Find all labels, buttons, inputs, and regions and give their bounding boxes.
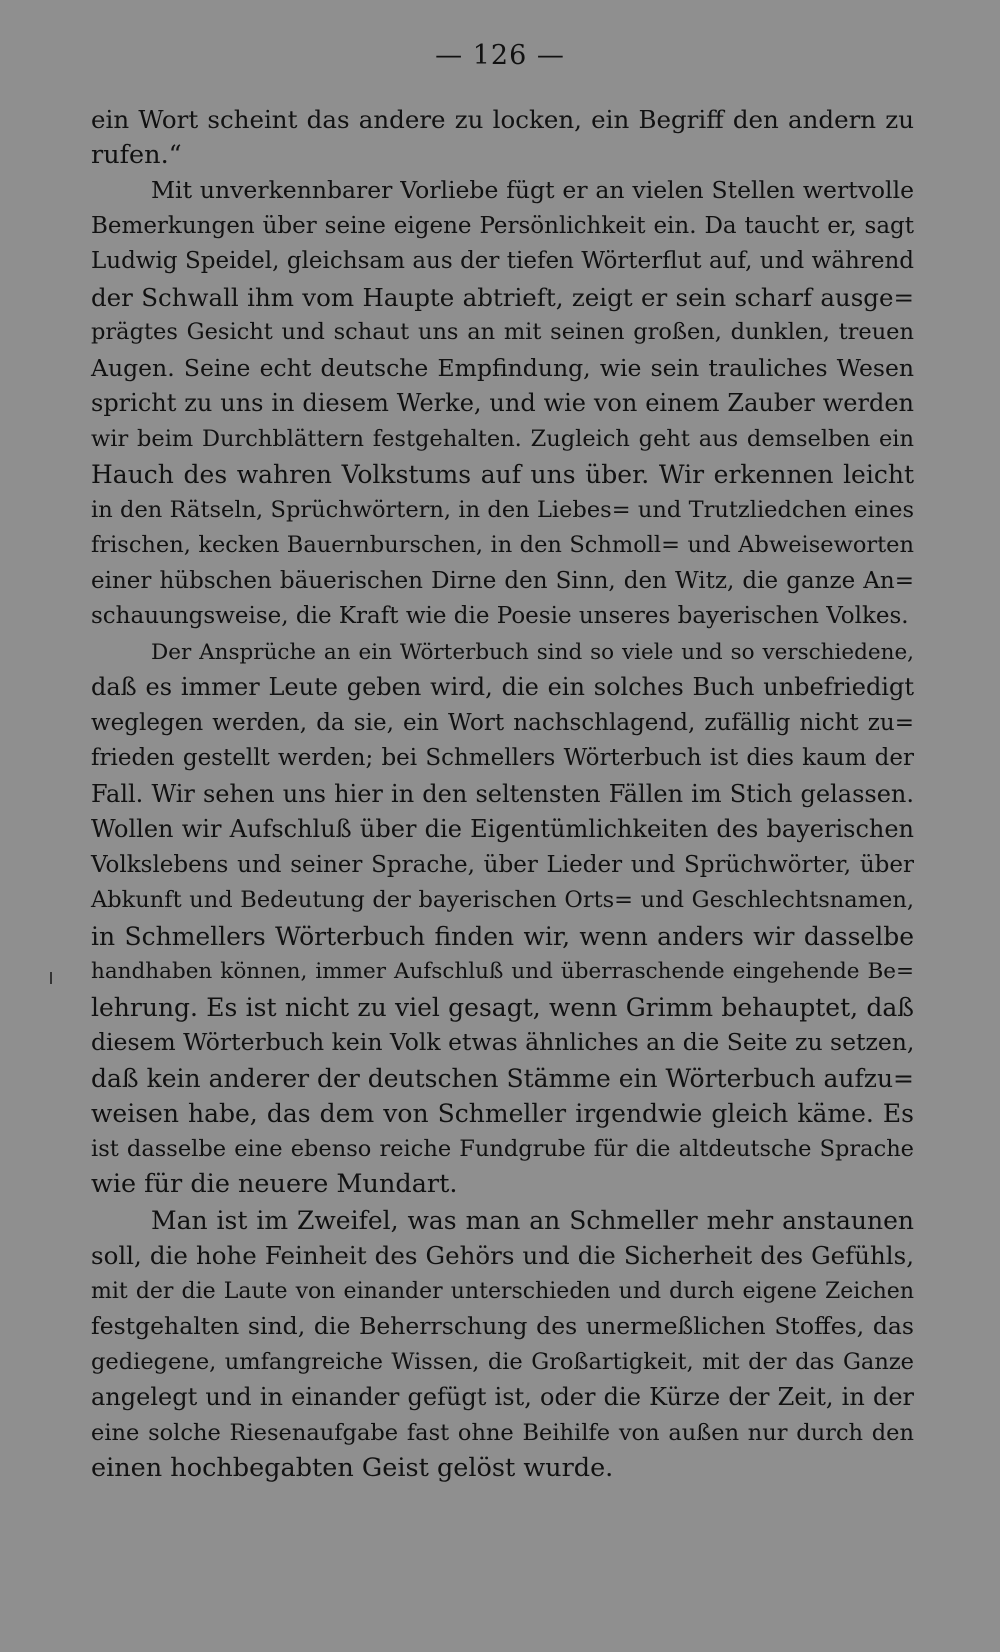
text-line: mit der die Laute von einander unterschieden und durch eigene Zeichen (91, 1278, 914, 1304)
text-line: daß es immer Leute geben wird, die ein solches Buch unbefriedigt (91, 673, 914, 701)
text-line: in den Rätseln, Sprüchwörtern, in den Liebes= und Trutzliedchen eines (91, 496, 914, 523)
text-line: eine solche Riesenaufgabe fast ohne Beihilfe von außen nur durch den (91, 1419, 914, 1446)
text-line: handhaben können, immer Aufschluß und überraschende eingehende Be= (91, 959, 914, 984)
text-line: diesem Wörterbuch kein Volk etwas ähnliches an die Seite zu setzen, (91, 1028, 915, 1056)
text-line: der Schwall ihm vom Haupte abtrieft, zeigt er sein scharf ausge= (91, 282, 914, 312)
text-line: schauungsweise, die Kraft wie die Poesie unseres bayerischen Volkes. (91, 603, 909, 629)
text-line: spricht zu uns in diesem Werke, und wie von einem Zauber werden (91, 389, 914, 417)
text-line: frischen, kecken Bauernburschen, in den Schmoll= und Abweiseworten (91, 532, 914, 558)
text-line: wir beim Durchblättern festgehalten. Zugleich geht aus demselben ein (91, 425, 914, 452)
text-line: ist dasselbe eine ebenso reiche Fundgrube für die altdeutsche Sprache (91, 1135, 914, 1162)
text-line: Ludwig Speidel, gleichsam aus der tiefen Wörterflut auf, und während (91, 248, 914, 274)
text-line: gediegene, umfangreiche Wissen, die Großartigkeit, mit der das Ganze (91, 1348, 914, 1375)
text-line: Man ist im Zweifel, was man an Schmeller mehr anstaunen (151, 1205, 914, 1235)
text-line: lehrung. Es ist nicht zu viel gesagt, wenn Grimm behauptet, daß (91, 992, 914, 1022)
margin-mark (50, 972, 52, 984)
text-line: Mit unverkennbarer Vorliebe fügt er an vielen Stellen wertvolle (151, 176, 914, 204)
text-line: Fall. Wir sehen uns hier in den seltensten Fällen im Stich gelassen. (91, 779, 914, 808)
body-text (91, 102, 914, 1487)
text-line: soll, die hohe Feinheit des Gehörs und die Sicherheit des Gefühls, (91, 1241, 914, 1270)
text-line: Volkslebens und seiner Sprache, über Lieder und Sprüchwörter, über (91, 851, 914, 878)
text-line: Der Ansprüche an ein Wörterbuch sind so viele und so verschiedene, (151, 639, 914, 665)
text-line: rufen.“ (91, 139, 182, 170)
text-line: wie für die neuere Mundart. (91, 1169, 458, 1199)
text-line: in Schmellers Wörterbuch finden wir, wenn anders wir dasselbe (91, 921, 914, 951)
text-line: frieden gestellt werden; bei Schmellers Wörterbuch ist dies kaum der (91, 745, 914, 771)
text-line: einen hochbegabten Geist gelöst wurde. (91, 1453, 614, 1483)
text-line: prägtes Gesicht und schaut uns an mit seinen großen, dunklen, treuen (91, 319, 914, 345)
text-line: einer hübschen bäuerischen Dirne den Sinn, den Witz, die ganze An= (91, 567, 914, 594)
text-line: Augen. Seine echt deutsche Empfindung, wie sein trauliches Wesen (91, 353, 914, 382)
text-line: weisen habe, das dem von Schmeller irgendwie gleich käme. Es (91, 1099, 914, 1128)
page-number: — 126 — (435, 40, 565, 71)
text-line: Wollen wir Aufschluß über die Eigentümlichkeiten des bayerischen (91, 815, 914, 843)
text-line: weglegen werden, da sie, ein Wort nachschlagend, zufällig nicht zu= (91, 709, 914, 736)
text-line: Bemerkungen über seine eigene Persönlichkeit ein. Da taucht er, sagt (91, 212, 914, 239)
text-line: Hauch des wahren Volkstums auf uns über. Wir erkennen leicht (91, 460, 914, 489)
text-line: daß kein anderer der deutschen Stämme ein Wörterbuch aufzu= (91, 1063, 914, 1093)
text-line: ein Wort scheint das andere zu locken, ein Begriff den andern zu (91, 105, 914, 134)
text-line: festgehalten sind, die Beherrschung des unermeßlichen Stoffes, das (91, 1312, 914, 1340)
text-line: angelegt und in einander gefügt ist, oder die Kürze der Zeit, in der (91, 1383, 914, 1411)
text-line: Abkunft und Bedeutung der bayerischen Orts= und Geschlechtsnamen, (91, 887, 914, 913)
